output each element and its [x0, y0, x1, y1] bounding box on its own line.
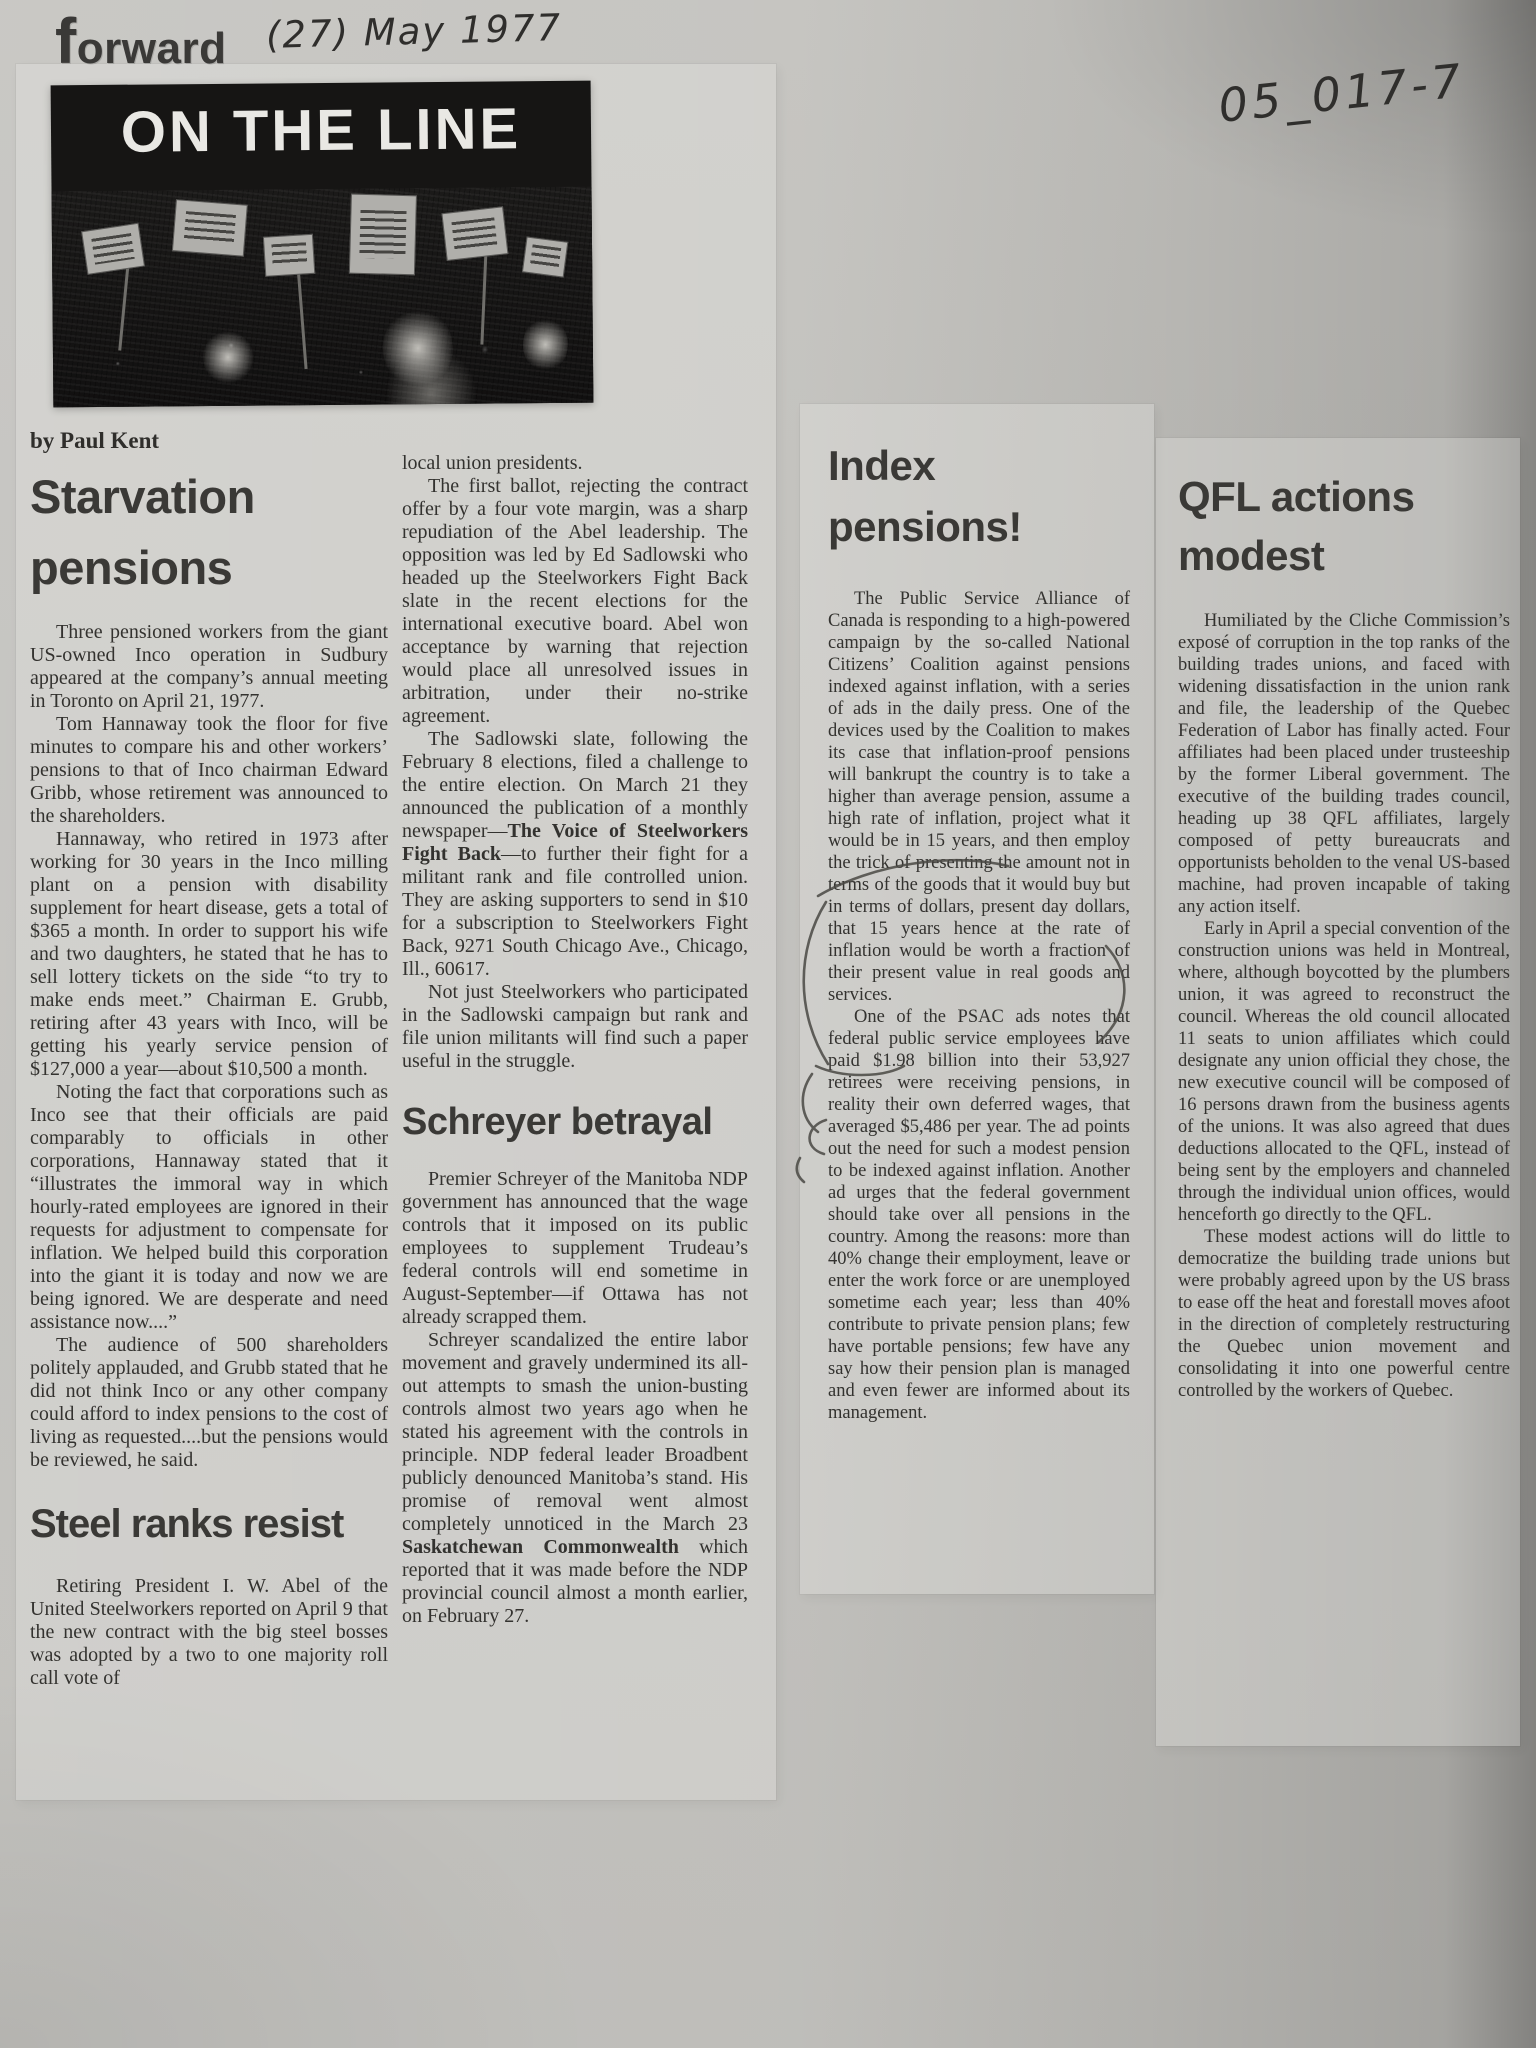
paragraph [402, 1329, 748, 1628]
paragraph: The first ballot, rejecting the contract offer by a four vote margin, was a sharp repudiation of the Abel leadership. The opposition was led by Ed Sadlowski who headed up the Steelworkers Fight Back slate in the recent elections for the international executive board. Abel won acceptance by warning that rejection would place all unresolved issues in arbitration, under their no-strike agreement. [402, 475, 748, 727]
picket-sign [263, 234, 315, 277]
headline-line: pensions! [828, 502, 1022, 550]
picket-sign [81, 223, 145, 275]
headline-schreyer-betrayal: Schreyer betrayal [402, 1101, 713, 1143]
headline-line: pensions [30, 540, 233, 594]
headline-steel-ranks-resist: Steel ranks resist [30, 1502, 344, 1546]
column-3 [828, 436, 1130, 1424]
paragraph: Retiring President I. W. Abel of the United Steelworkers reported on April 9 that the new contract with the big steel bosses was adopted by a two to one majority roll call vote of [30, 1575, 388, 1689]
column-1 [30, 428, 388, 1690]
headline-qfl-actions-modest [1178, 468, 1510, 586]
paragraph: Noting the fact that corporations such as Inco see that their officials are paid comparably to officials in other corporations, Hannaway stated that it “illustrates the immoral way in which hourly-rated employees are ignored in their requests for adjustment to compensate for inflation. We helped build this corporation into the giant it is today and now we are being ignored. We are desperate and need assistance now....” [30, 1081, 388, 1333]
picket-sign [522, 236, 568, 277]
protest-photo [51, 81, 594, 408]
paragraph: local union presidents. [402, 452, 583, 474]
headline-line: modest [1178, 531, 1325, 579]
paragraph: The Public Service Alliance of Canada is responding to a high-powered campaign by the so-called National Citizens’ Coalition against pensions indexed against inflation, with a series of ads in the daily press. One of the devices used by the Coalition to makes its case that inflation-proof pensions will bankrupt the country is to take a higher than average pension, assume a high rate of inflation, project what it would be in 15 years, and then employ the trick of presenting the amount not in terms of the goods that it would buy but in terms of dollars, present day dollars, that 15 years hence at the rate of inflation would be worth a fraction of their present value in real goods and services. [828, 588, 1130, 1005]
paragraph: Humiliated by the Cliche Commission’s exposé of corruption in the top ranks of the building trades unions, and faced with widening dissatisfaction in the union rank and file, the leadership of the Quebec Federation of Labor has finally acted. Four affiliates had been placed under trusteeship by the former Liberal government. The executive of the building trades council, heading up 38 QFL affiliates, largely composed of petty bureaucrats and opportunists beholden to the venal US-based machine, had proven incapable of taking any action itself. [1178, 610, 1510, 917]
picket-stick [297, 269, 308, 369]
paragraph-segment: —to further their fight for a militant rank and file controlled union. They are asking supporters to send in $10 for a subscription to Steelworkers Fight Back, 9271 South Chicago Ave., Chicago, Ill., 60617. [402, 843, 748, 980]
paragraph: One of the PSAC ads notes that federal public service employees have paid $1.98 billion into their 53,927 retirees were receiving pensions, in reality their own deferred wages, that averaged $5,486 per year. The ad points out the need for such a modest pension to be indexed against inflation. Another ad urges that the federal government should take over all pensions in the country. Among the reasons: more than 40% change their employment, leave or enter the work force or are unemployed sometime each year; less than 40% contribute to private pension plans; few have portable pensions; few have any say how their pension plan is managed and even fewer are informed about its management. [828, 1006, 1130, 1423]
picket-stick [480, 250, 487, 345]
paragraph-segment: The Sadlowski slate, following the February 8 elections, filed a challenge to the entire election. On March 21 they announced the publication of a monthly newspaper— [402, 728, 748, 842]
picket-sign [172, 199, 248, 256]
picket-sign [349, 194, 417, 276]
masthead-logo: forward [55, 5, 227, 77]
paragraph: The audience of 500 shareholders politely applauded, and Grubb stated that he did not think Inco or any other company could afford to index pensions to the cost of living as requested....but the pensions would be reviewed, he said. [30, 1334, 388, 1471]
byline: by Paul Kent [30, 428, 160, 453]
photo-highlight [203, 330, 253, 385]
picket-stick [118, 261, 130, 351]
paragraph: Hannaway, who retired in 1973 after working for 30 years in the Inco milling plant on a pension with disability supplement for heart disease, gets a total of $365 a month. In order to support his wife and two daughters, he stated that he has to sell lottery tickets on the side “to try to make ends meet.” Chairman E. Grubb, retiring after 43 years with Inco, will be getting his yearly service pension of $127,000 a year—about $10,500 a month. [30, 828, 388, 1080]
handwritten-date: (27) May 1977 [265, 6, 563, 57]
paragraph: Three pensioned workers from the giant US-owned Inco operation in Sudbury appeared at the company’s annual meeting in Toronto on April 21, 1977. [30, 621, 388, 712]
handwritten-catalog-number: 05_017-7 [1215, 53, 1468, 133]
paragraph [402, 728, 748, 981]
photo-highlight [383, 308, 454, 389]
paragraph: Not just Steelworkers who participated in the Sadlowski campaign but rank and file union militants will find such a paper useful in the struggle. [402, 981, 748, 1072]
headline-line: Starvation [30, 470, 255, 523]
headline-line: Index [828, 442, 936, 489]
headline-index-pensions [828, 436, 1130, 558]
photo-highlight [523, 317, 568, 372]
paragraph: These modest actions will do little to democratize the building trade unions but were probably agreed upon by the US brass to ease off the heat and forestall moves afoot in the direction of completely restructuring the Quebec union movement and consolidating it into one powerful centre controlled by the workers of Quebec. [1178, 1226, 1510, 1401]
paragraph: Tom Hannaway took the floor for five minutes to compare his and other workers’ pensions to that of Inco chairman Edward Gribb, whose retirement was announced to the shareholders. [30, 713, 388, 827]
paragraph: Early in April a special convention of the construction unions was held in Montreal, where, although boycotted by the plumbers union, it was agreed to reconstruct the council. Whereas the old council allocated 11 seats to union affiliates which could designate any union official they chose, the new executive council will be composed of 16 persons drawn from the business agents of the unions. It was also agreed that dues deductions allocated to the QFL, instead of being sent by the employers and channeled through the individual union offices, would henceforth go directly to the QFL. [1178, 918, 1510, 1225]
paragraph-segment: Schreyer scandalized the entire labor movement and gravely undermined its all-out attempts to smash the union-busting controls almost two years ago when he stated his agreement with the controls in principle. NDP federal leader Broadbent publicly denounced Manitoba’s stand. His promise of removal went almost completely unnoticed in the March 23 [402, 1329, 748, 1535]
paragraph-segment: which reported that it was made before the NDP provincial council almost a month earlier, on February 27. [402, 1536, 748, 1627]
column-2 [402, 452, 748, 1628]
bold-newspaper-name: The Voice of Steelworkers Fight Back [402, 820, 748, 865]
bold-newspaper-name: Saskatchewan Commonwealth [402, 1536, 679, 1558]
headline-line: QFL actions [1178, 473, 1415, 520]
column-4 [1178, 468, 1510, 1402]
protest-scene-image [52, 187, 594, 408]
banner-title: ON THE LINE [120, 96, 522, 165]
paragraph: Premier Schreyer of the Manitoba NDP government has announced that the wage controls that it imposed on its public employees to supplement Trudeau’s federal controls will end sometime in August-September—if Ottawa has not already scrapped them. [402, 1168, 748, 1328]
headline-starvation-pensions [30, 462, 388, 603]
picket-sign [441, 206, 508, 261]
